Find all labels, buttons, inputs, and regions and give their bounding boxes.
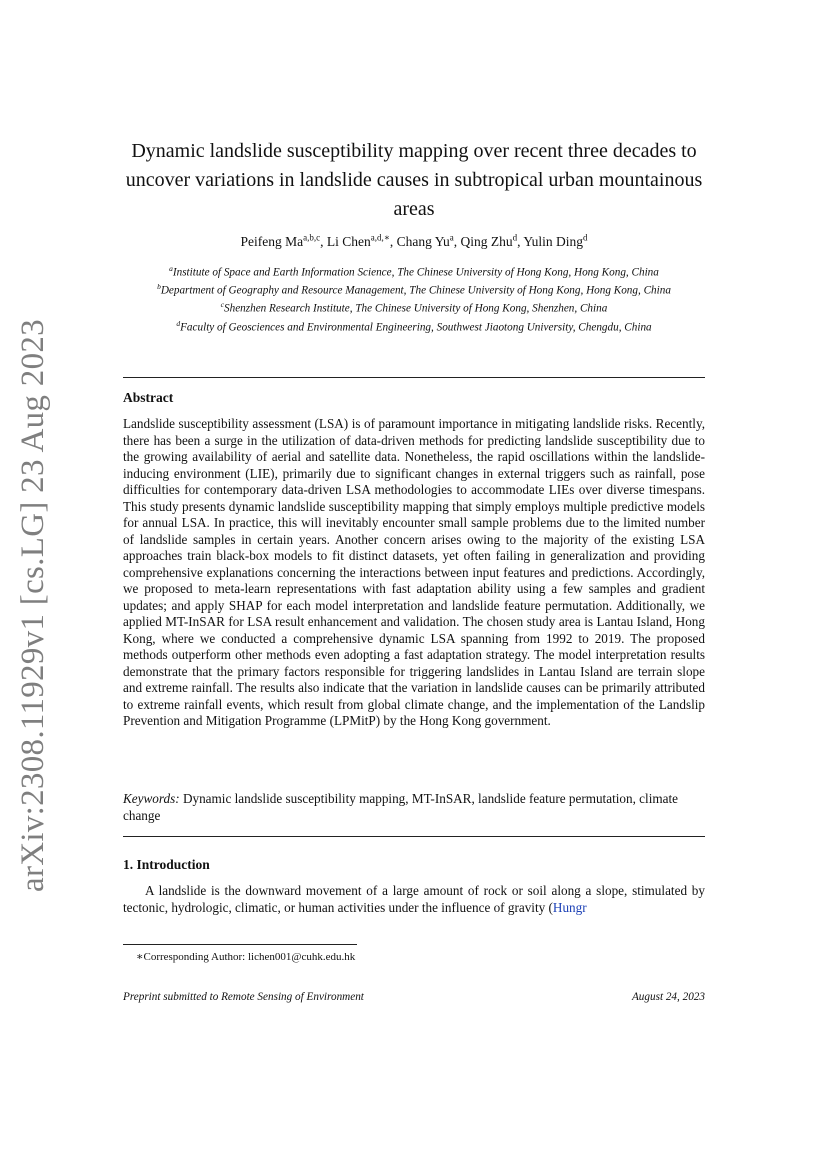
arxiv-stamp (8, 318, 58, 892)
abstract-text: Landslide susceptibility assessment (LSA) is of paramount importance in mitigating landslide risks. Recently, there has been a surge in the utilization of data-driven methods for predicting landslide susceptibility due to the growing availability of aerial and satellite data. Nonetheless, the rapid oscillations within the landslide-inducing environment (LIE), primarily due to significant changes in external triggers such as rainfall, pose difficulties for contemporary data-driven LSA methodologies to accommodate LIEs over diverse timespans. This study presents dynamic landslide susceptibility mapping that simply employs multiple predictive models for annual LSA. In practice, this will inevitably encounter small sample problems due to the limited number of landslide samples in certain years. Another concern arises owing to the majority of the existing LSA approaches train black-box models to fit distinct datasets, yet often failing in generalization and providing comprehensive explanations concerning the interactions between input features and predictions. Accordingly, we proposed to meta-learn representations with fast adaptation ability using a few samples and gradient updates; and apply SHAP for each model interpretation and landslide feature permutation. Additionally, we applied MT-InSAR for LSA result enhancement and validation. The chosen study area is Lantau Island, Hong Kong, where we conducted a comprehensive dynamic LSA spanning from 1992 to 2019. The proposed methods outperform other methods even adopting a fast adaptation strategy. The model interpretation results demonstrate that the primary factors responsible for triggering landslides in Lantau Island are terrain slope and extreme rainfall. The results also indicate that the variation in landslide causes can be primarily attributed to extreme rainfall events, which result from global climate change, and the implementation of the Landslip Prevention and Mitigation Programme (LPMitP) by the Hong Kong government. (123, 416, 705, 728)
abstract-heading: Abstract (123, 390, 174, 405)
keywords-text: Dynamic landslide susceptibility mapping, MT-InSAR, landslide feature permutation, climate change (123, 791, 678, 823)
affiliation: $^a$Institute of Space and Earth Information Science, The Chinese University of Hong Kong, Hong Kong, China (169, 264, 659, 279)
section-heading-introduction: 1. Introduction (123, 857, 210, 872)
affiliation-list (115, 262, 713, 335)
footnote-rule (123, 944, 357, 945)
affiliation: $^d$Faculty of Geosciences and Environmental Engineering, Southwest Jiaotong University, Chengdu, China (176, 318, 652, 334)
author: Yulin Ding$^d$ (523, 232, 588, 249)
abstract-top-rule (123, 377, 705, 378)
keywords (123, 791, 705, 824)
corresponding-author-footnote: ∗Corresponding Author: lichen001@cuhk.edu.hk (136, 951, 356, 963)
arxiv-id: arXiv:2308.11929v1 [cs.LG] 23 Aug 2023 (14, 318, 51, 892)
keywords-label: Keywords: (123, 791, 180, 806)
introduction-text: A landslide is the downward movement of a large amount of rock or soil along a slope, stimulated by tectonic, hydrologic, climatic, or human activities under the influence of gravity (Hungr (123, 883, 705, 915)
citation-link[interactable]: Hungr (552, 899, 587, 915)
affiliation: $^b$Department of Geography and Resource Management, The Chinese University of Hong Kong, Hong Kong, China (157, 282, 671, 297)
author: Chang Yu$^a$, (396, 232, 461, 249)
author: Peifeng Ma$^{a,b,c}$, (240, 232, 327, 249)
author-list (110, 232, 718, 250)
abstract-bottom-rule (123, 836, 705, 837)
paper-title: Dynamic landslide susceptibility mapping over recent three decades to uncover variations in landslide causes in subtropical urban mountainous areas (125, 140, 703, 220)
footer-date: August 24, 2023 (631, 991, 705, 1003)
author: Qing Zhu$^d$, (460, 232, 524, 249)
affiliation: $^c$Shenzhen Research Institute, The Chinese University of Hong Kong, Shenzhen, China (220, 300, 608, 316)
author: Li Chen$^{a,d,∗}$, (326, 232, 397, 249)
footer-journal: Preprint submitted to Remote Sensing of Environment (123, 991, 364, 1003)
